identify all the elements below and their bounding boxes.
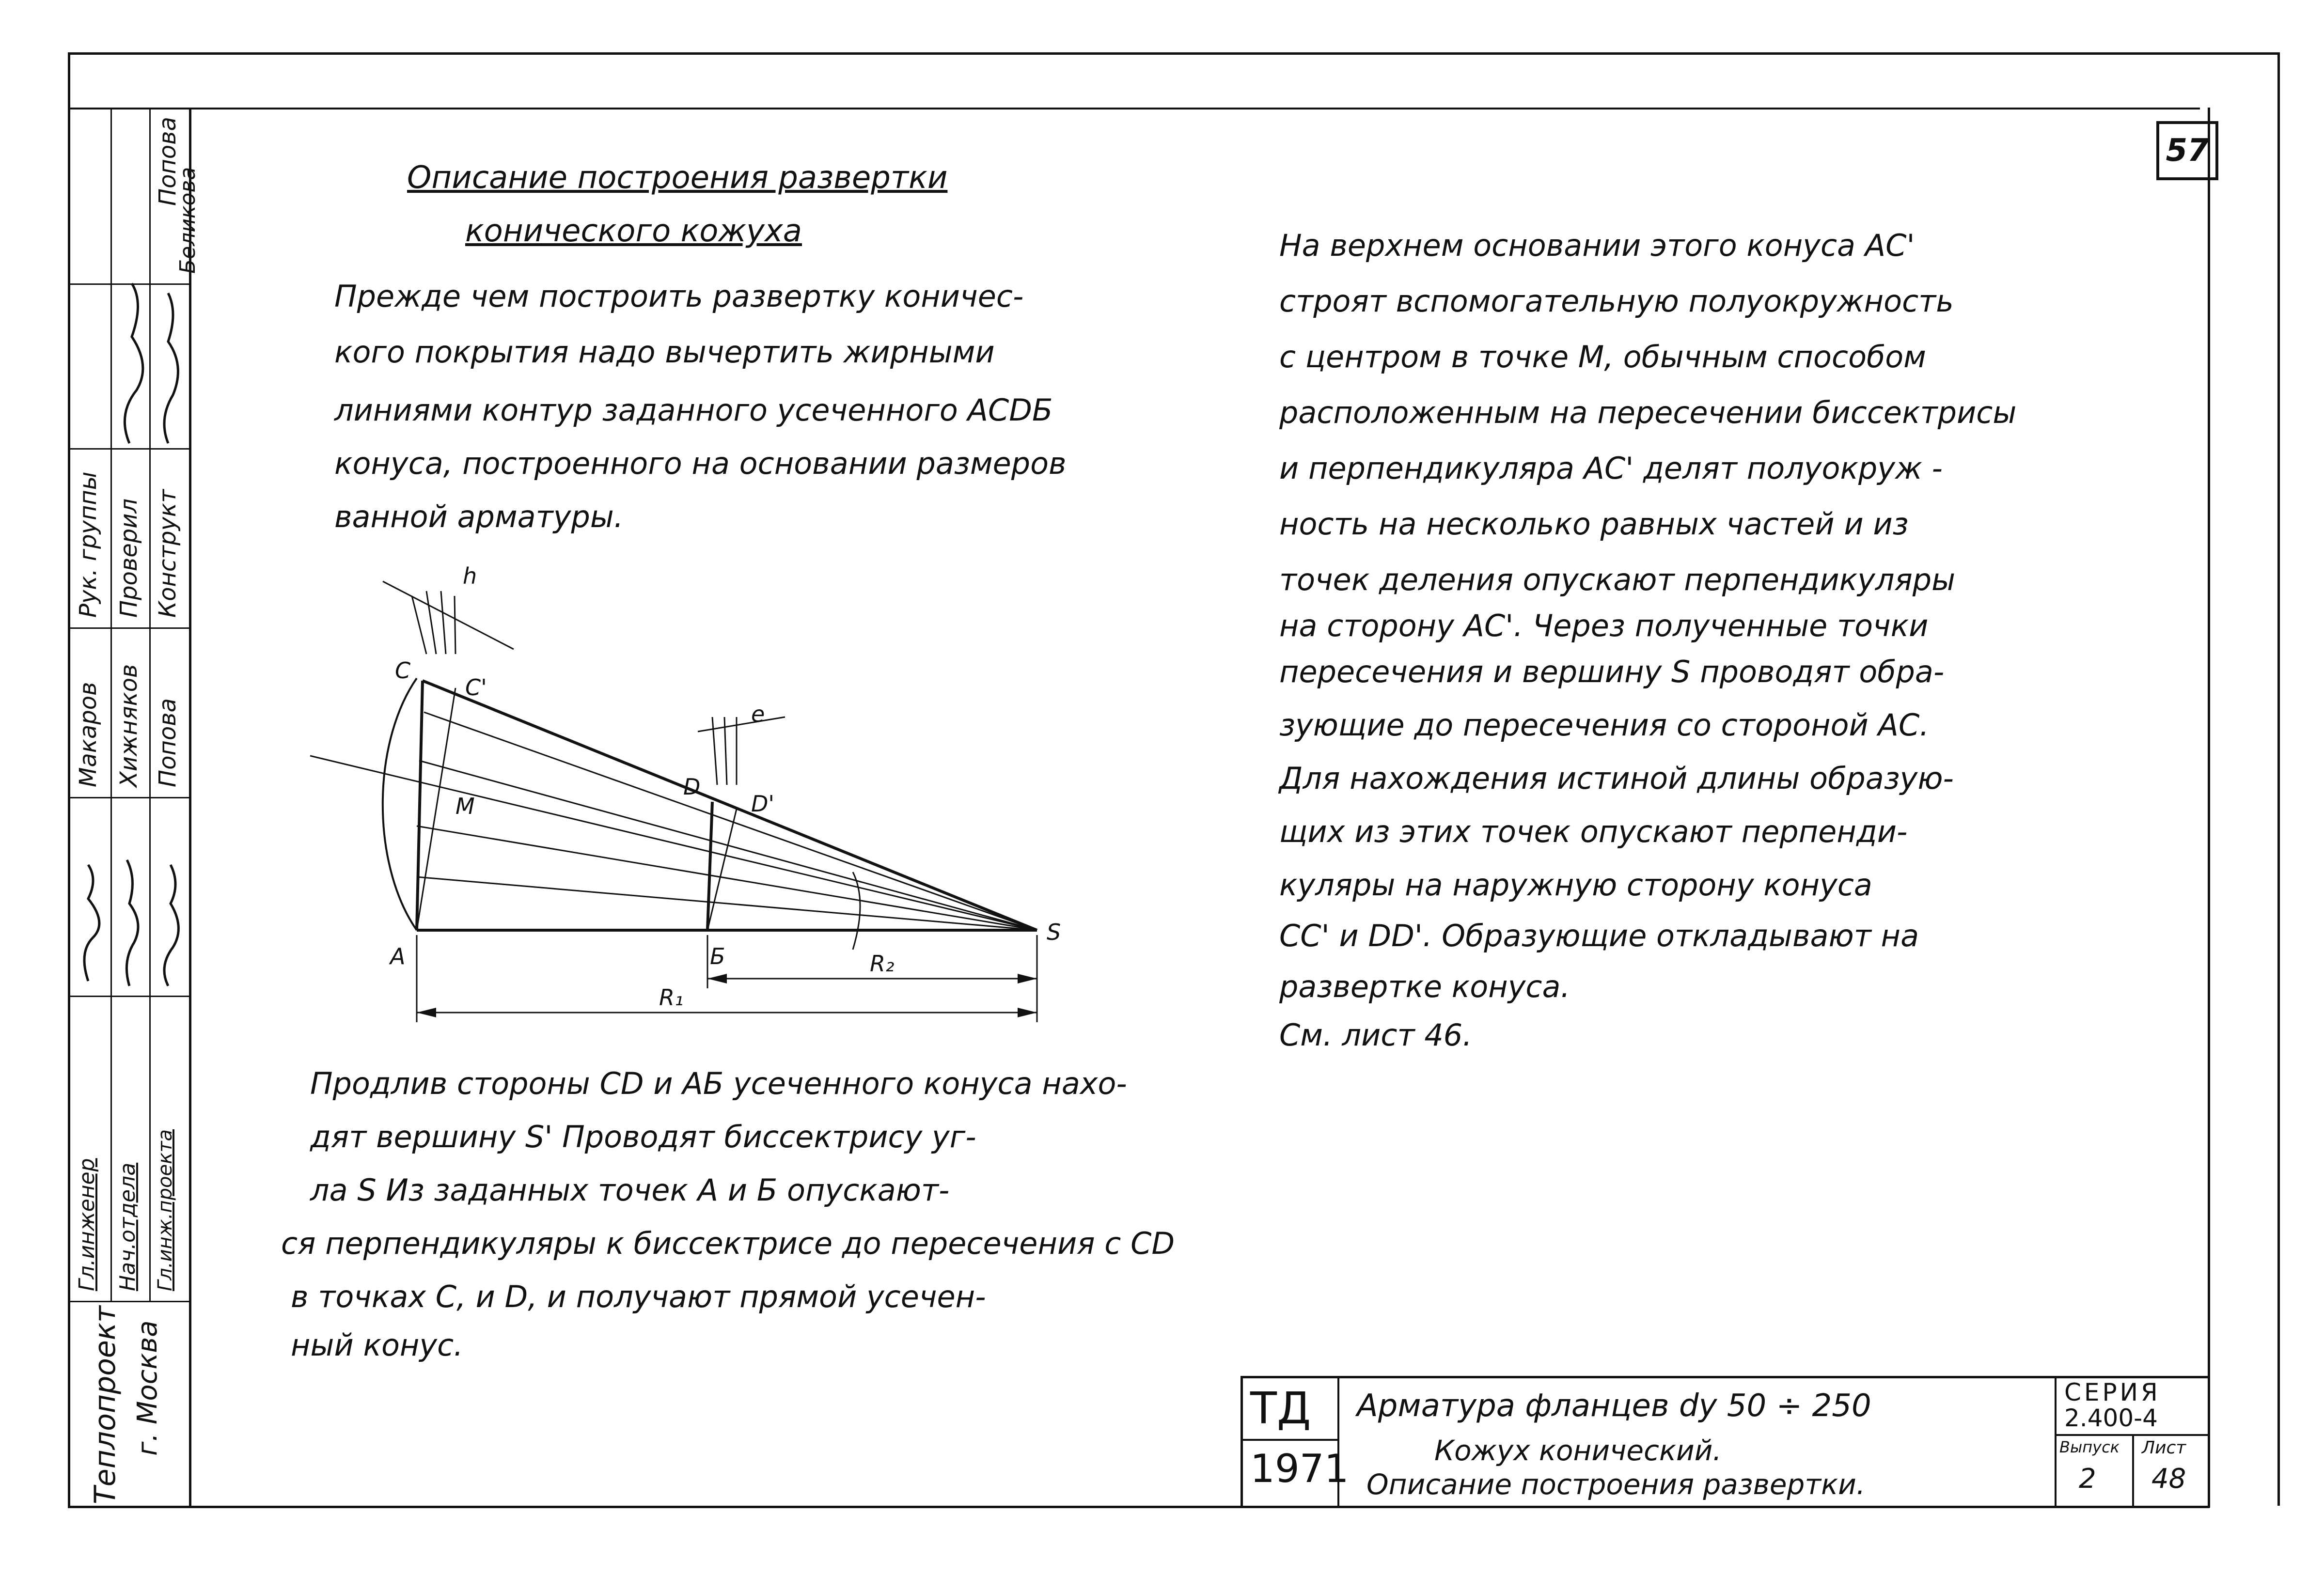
- label-C: C: [395, 657, 411, 684]
- intro-line-2: кого покрытия надо вычертить жирными: [334, 334, 995, 370]
- tb-sheet-value: 48: [2151, 1463, 2186, 1495]
- dim-e: [698, 717, 785, 732]
- right-line-16: См. лист 46.: [1279, 1017, 1472, 1053]
- stamp-name-makarov: Макаров: [75, 682, 102, 787]
- intro-line-1: Прежде чем построить развертку коничес-: [334, 279, 1024, 314]
- page-title: Описание построения развертки: [407, 160, 948, 196]
- arc-R2: [853, 872, 860, 950]
- title-block: [1241, 1376, 2210, 1507]
- right-line-13: куляры на наружную сторону конуса: [1279, 867, 1872, 903]
- label-R2: R₂: [870, 951, 895, 977]
- tb-issue-value: 2: [2079, 1463, 2096, 1495]
- right-line-9: пересечения и вершину S проводят обра-: [1279, 654, 1945, 689]
- right-line-6: ность на несколько равных частей и из: [1279, 506, 1909, 542]
- signature-4: [125, 283, 142, 443]
- label-C-prime: C': [465, 674, 487, 701]
- tick-h-3: [441, 591, 446, 654]
- arrow-R1-right: [1018, 1008, 1037, 1017]
- arrow-R2-right: [1018, 974, 1037, 983]
- right-line-2: строят вспомогательную полуокружность: [1279, 283, 1954, 319]
- intro-line-4: конуса, построенного на основании размеров: [334, 446, 1067, 481]
- stamp-name-khizhnyakov: Хижняков: [115, 664, 142, 787]
- dim-h: [383, 581, 514, 649]
- stamp-city: г. Москва: [132, 1320, 163, 1456]
- stamp-role-gl-inzhener: Гл.инженер: [75, 1158, 99, 1291]
- bottom-line-3: ла S Из заданных точек А и Б опускают-: [310, 1172, 950, 1208]
- stamp-role-gl-inzh-proekta: Гл.инж.проекта: [154, 1129, 176, 1291]
- bottom-line-1: Продлив стороны СD и АБ усеченного конуса нахо-: [310, 1066, 1127, 1101]
- frame-inner-top: [68, 108, 2200, 109]
- tb-series-value: 2.400-4: [2064, 1404, 2158, 1432]
- tb-mid: [1241, 1439, 1337, 1441]
- tb-vline-left: [1241, 1376, 1243, 1507]
- label-h: h: [463, 563, 477, 589]
- tb-issue-label: Выпуск: [2059, 1438, 2120, 1456]
- cone-diagram: [271, 557, 1115, 1046]
- bottom-line-2: дят вершину S' Проводят биссектрису уг-: [310, 1119, 976, 1154]
- stamp-column: [69, 109, 200, 1509]
- page-number: 57: [2156, 121, 2218, 180]
- generatrix-2: [417, 826, 1037, 930]
- tb-name: Арматура фланцев dy 50 ÷ 250: [1357, 1388, 1871, 1424]
- right-line-15: развертке конуса.: [1279, 969, 1570, 1004]
- stamp-role-ruk-gruppy: Рук. группы: [75, 471, 102, 618]
- label-B: Б: [710, 943, 725, 969]
- line-AC: [417, 681, 423, 930]
- tb-td: ТД: [1250, 1383, 1311, 1434]
- generatrix-4: [424, 712, 1037, 930]
- auxiliary-semicircle: [383, 678, 417, 930]
- tick-h-2: [426, 591, 436, 654]
- label-D-prime: D': [751, 791, 775, 817]
- arrow-R1-left: [417, 1008, 436, 1017]
- stamp-name-popova-top: Попова: [154, 117, 181, 206]
- tb-series-label: СЕРИЯ: [2064, 1378, 2161, 1406]
- right-line-11: Для нахождения истиной длины образую-: [1279, 761, 1954, 796]
- stamp-role-nach-otdela: Нач.отдела: [115, 1162, 140, 1291]
- bottom-line-5: в точках С, и D, и получают прямой усечен-: [291, 1279, 986, 1314]
- stamp-name-belikova: Беликова: [175, 167, 200, 274]
- right-line-14: СС' и DD'. Образующие откладывают на: [1279, 918, 1919, 953]
- label-A: A: [390, 943, 406, 969]
- intro-line-3: линиями контур заданного усеченного АСDБ: [334, 392, 1053, 428]
- label-R1: R₁: [659, 984, 684, 1011]
- label-S: S: [1047, 919, 1061, 945]
- right-line-5: и перпендикуляра АС' делят полуокруж -: [1279, 451, 1943, 486]
- intro-line-5: ванной арматуры.: [334, 499, 624, 534]
- stamp-signatures: [69, 109, 190, 1301]
- label-e: e: [751, 701, 765, 727]
- bottom-line-4: ся перпендикуляры к биссектрисе до пересечения с СD: [281, 1226, 1175, 1261]
- right-line-8: на сторону АС'. Через полученные точки: [1279, 608, 1929, 643]
- right-line-7: точек деления опускают перпендикуляры: [1279, 562, 1956, 597]
- right-line-4: расположенным на пересечении биссектрисы: [1279, 395, 2017, 430]
- signature-2: [126, 860, 138, 986]
- stamp-name-popova: Попова: [154, 698, 181, 787]
- tb-subtitle-2: Описание построения развертки.: [1366, 1468, 1866, 1501]
- stamp-role-proveril: Проверил: [115, 498, 142, 618]
- right-line-1: На верхнем основании этого конуса АС': [1279, 228, 1915, 263]
- right-line-10: зующие до пересечения со стороной АС.: [1279, 707, 1929, 743]
- tb-vline-2: [2055, 1376, 2057, 1507]
- generatrix-3: [417, 877, 1037, 930]
- label-D: D: [683, 774, 701, 800]
- tb-vline-3: [2132, 1434, 2134, 1507]
- stamp-role-konstrukt: Конструкт: [154, 489, 181, 618]
- tb-subtitle-1: Кожух конический.: [1434, 1434, 1722, 1467]
- tb-sheet-label: Лист: [2142, 1438, 2186, 1458]
- stamp-org: Теплопроект: [88, 1306, 122, 1504]
- arrow-R2-left: [707, 974, 727, 983]
- bottom-line-6: ный конус.: [291, 1327, 463, 1363]
- tick-h-1: [412, 596, 426, 654]
- generatrix-1: [419, 761, 1037, 930]
- signature-3: [164, 865, 178, 986]
- frame-right: [2277, 52, 2280, 1506]
- frame-top: [68, 52, 2277, 55]
- tb-year: 1971: [1250, 1446, 1349, 1491]
- tick-e-1: [712, 717, 717, 785]
- frame-inner-right: [2208, 108, 2210, 1508]
- right-line-12: щих из этих точек опускают перпенди-: [1279, 814, 1908, 849]
- signature-1: [84, 865, 99, 981]
- label-M: M: [455, 793, 475, 819]
- stamp-hline-6: [69, 1301, 190, 1302]
- page-subtitle: конического кожуха: [465, 213, 802, 249]
- right-line-3: с центром в точке М, обычным способом: [1279, 339, 1926, 374]
- signature-5: [164, 293, 178, 443]
